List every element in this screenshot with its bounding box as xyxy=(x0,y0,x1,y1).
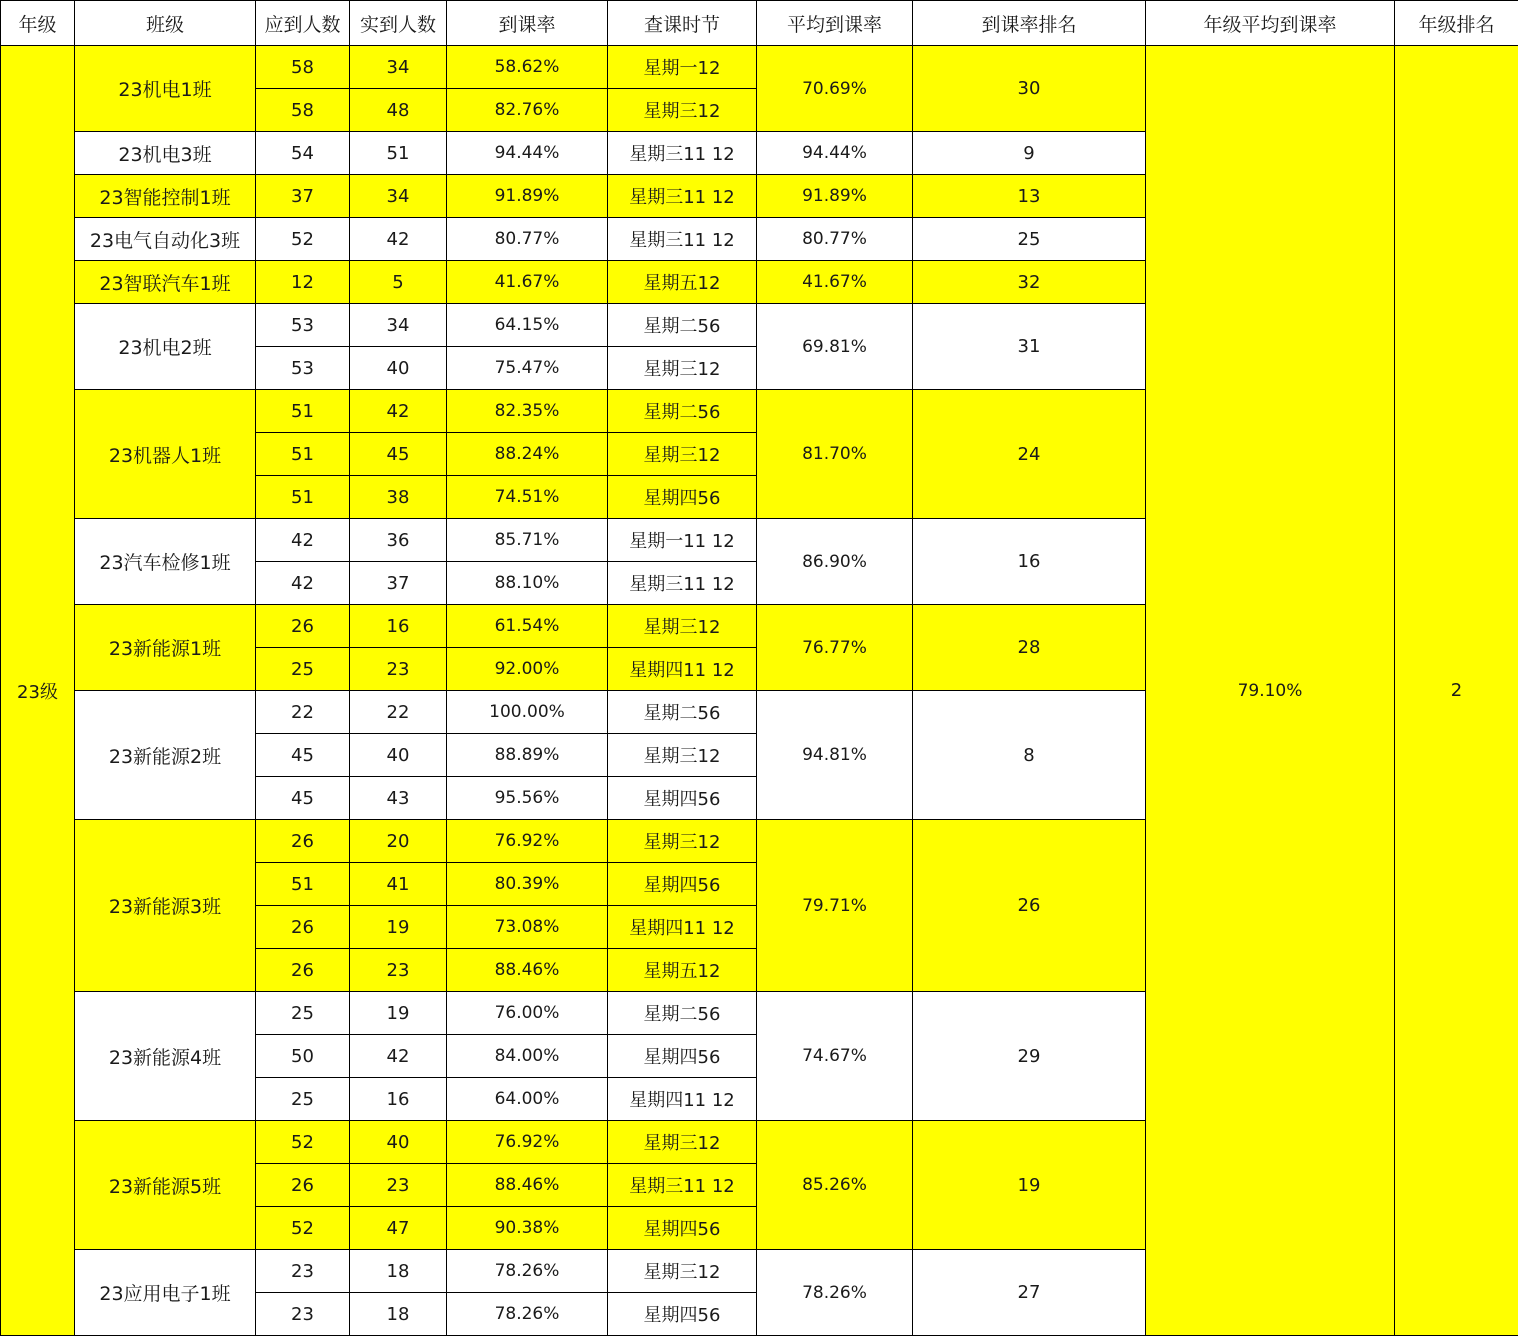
attendance-rate-cell[interactable]: 73.08% xyxy=(447,906,608,949)
actual-count-cell[interactable]: 37 xyxy=(350,562,447,605)
check-session-cell[interactable]: 星期二56 xyxy=(608,691,757,734)
actual-count-cell[interactable]: 40 xyxy=(350,734,447,777)
expected-count-cell[interactable]: 26 xyxy=(256,820,350,863)
expected-count-cell[interactable]: 45 xyxy=(256,777,350,820)
actual-count-cell[interactable]: 19 xyxy=(350,992,447,1035)
attendance-rate-cell[interactable]: 92.00% xyxy=(447,648,608,691)
attendance-rate-cell[interactable]: 91.89% xyxy=(447,175,608,218)
average-rate-cell[interactable]: 80.77% xyxy=(757,218,913,261)
actual-count-cell[interactable]: 47 xyxy=(350,1207,447,1250)
class-name-cell[interactable]: 23新能源3班 xyxy=(75,820,256,992)
actual-count-cell[interactable]: 42 xyxy=(350,390,447,433)
average-rate-cell[interactable]: 69.81% xyxy=(757,304,913,390)
class-name-cell[interactable]: 23新能源5班 xyxy=(75,1121,256,1250)
grade-rank-cell[interactable]: 2 xyxy=(1395,46,1518,1336)
attendance-rate-cell[interactable]: 76.92% xyxy=(447,1121,608,1164)
rate-rank-cell[interactable]: 16 xyxy=(913,519,1146,605)
check-session-cell[interactable]: 星期一11 12 xyxy=(608,519,757,562)
rate-rank-cell[interactable]: 27 xyxy=(913,1250,1146,1336)
attendance-rate-cell[interactable]: 58.62% xyxy=(447,46,608,89)
header-class[interactable]: 班级 xyxy=(75,1,256,46)
header-check-session[interactable]: 查课时节 xyxy=(608,1,757,46)
attendance-rate-cell[interactable]: 94.44% xyxy=(447,132,608,175)
header-grade-average-rate[interactable]: 年级平均到课率 xyxy=(1146,1,1395,46)
check-session-cell[interactable]: 星期三12 xyxy=(608,433,757,476)
rate-rank-cell[interactable]: 29 xyxy=(913,992,1146,1121)
attendance-rate-cell[interactable]: 95.56% xyxy=(447,777,608,820)
average-rate-cell[interactable]: 81.70% xyxy=(757,390,913,519)
actual-count-cell[interactable]: 23 xyxy=(350,648,447,691)
expected-count-cell[interactable]: 26 xyxy=(256,605,350,648)
actual-count-cell[interactable]: 23 xyxy=(350,1164,447,1207)
actual-count-cell[interactable]: 18 xyxy=(350,1250,447,1293)
rate-rank-cell[interactable]: 26 xyxy=(913,820,1146,992)
expected-count-cell[interactable]: 54 xyxy=(256,132,350,175)
grade-average-rate-cell[interactable]: 79.10% xyxy=(1146,46,1395,1336)
average-rate-cell[interactable]: 41.67% xyxy=(757,261,913,304)
check-session-cell[interactable]: 星期四56 xyxy=(608,1207,757,1250)
class-name-cell[interactable]: 23机电1班 xyxy=(75,46,256,132)
check-session-cell[interactable]: 星期四11 12 xyxy=(608,906,757,949)
class-name-cell[interactable]: 23电气自动化3班 xyxy=(75,218,256,261)
attendance-rate-cell[interactable]: 90.38% xyxy=(447,1207,608,1250)
table-row xyxy=(1,46,1518,89)
expected-count-cell[interactable]: 25 xyxy=(256,992,350,1035)
class-name-cell[interactable]: 23汽车检修1班 xyxy=(75,519,256,605)
actual-count-cell[interactable]: 20 xyxy=(350,820,447,863)
header-attendance-rate[interactable]: 到课率 xyxy=(447,1,608,46)
expected-count-cell[interactable]: 53 xyxy=(256,304,350,347)
check-session-cell[interactable]: 星期四11 12 xyxy=(608,648,757,691)
attendance-rate-cell[interactable]: 76.92% xyxy=(447,820,608,863)
check-session-cell[interactable]: 星期二56 xyxy=(608,304,757,347)
actual-count-cell[interactable]: 48 xyxy=(350,89,447,132)
expected-count-cell[interactable]: 42 xyxy=(256,519,350,562)
actual-count-cell[interactable]: 40 xyxy=(350,1121,447,1164)
actual-count-cell[interactable]: 16 xyxy=(350,1078,447,1121)
expected-count-cell[interactable]: 25 xyxy=(256,648,350,691)
class-name-cell[interactable]: 23智联汽车1班 xyxy=(75,261,256,304)
expected-count-cell[interactable]: 42 xyxy=(256,562,350,605)
attendance-rate-cell[interactable]: 88.46% xyxy=(447,949,608,992)
rate-rank-cell[interactable]: 25 xyxy=(913,218,1146,261)
attendance-rate-cell[interactable]: 85.71% xyxy=(447,519,608,562)
expected-count-cell[interactable]: 50 xyxy=(256,1035,350,1078)
attendance-rate-cell[interactable]: 76.00% xyxy=(447,992,608,1035)
average-rate-cell[interactable]: 86.90% xyxy=(757,519,913,605)
actual-count-cell[interactable]: 22 xyxy=(350,691,447,734)
check-session-cell[interactable]: 星期四11 12 xyxy=(608,1078,757,1121)
actual-count-cell[interactable]: 41 xyxy=(350,863,447,906)
rate-rank-cell[interactable]: 28 xyxy=(913,605,1146,691)
attendance-rate-cell[interactable]: 80.77% xyxy=(447,218,608,261)
check-session-cell[interactable]: 星期四56 xyxy=(608,777,757,820)
expected-count-cell[interactable]: 37 xyxy=(256,175,350,218)
actual-count-cell[interactable]: 34 xyxy=(350,46,447,89)
attendance-rate-cell[interactable]: 88.89% xyxy=(447,734,608,777)
actual-count-cell[interactable]: 36 xyxy=(350,519,447,562)
check-session-cell[interactable]: 星期一12 xyxy=(608,46,757,89)
grade-cell[interactable]: 23级 xyxy=(1,46,75,1336)
expected-count-cell[interactable]: 12 xyxy=(256,261,350,304)
expected-count-cell[interactable]: 51 xyxy=(256,433,350,476)
expected-count-cell[interactable]: 23 xyxy=(256,1293,350,1336)
header-expected-count[interactable]: 应到人数 xyxy=(256,1,350,46)
header-actual-count[interactable]: 实到人数 xyxy=(350,1,447,46)
actual-count-cell[interactable]: 38 xyxy=(350,476,447,519)
header-row xyxy=(1,1,1518,46)
attendance-rate-cell[interactable]: 64.15% xyxy=(447,304,608,347)
expected-count-cell[interactable]: 58 xyxy=(256,89,350,132)
attendance-rate-cell[interactable]: 41.67% xyxy=(447,261,608,304)
check-session-cell[interactable]: 星期三11 12 xyxy=(608,218,757,261)
actual-count-cell[interactable]: 18 xyxy=(350,1293,447,1336)
check-session-cell[interactable]: 星期三11 12 xyxy=(608,132,757,175)
class-name-cell[interactable]: 23机电3班 xyxy=(75,132,256,175)
check-session-cell[interactable]: 星期四56 xyxy=(608,1035,757,1078)
check-session-cell[interactable]: 星期三12 xyxy=(608,734,757,777)
check-session-cell[interactable]: 星期四56 xyxy=(608,1293,757,1336)
expected-count-cell[interactable]: 51 xyxy=(256,476,350,519)
expected-count-cell[interactable]: 26 xyxy=(256,906,350,949)
check-session-cell[interactable]: 星期三11 12 xyxy=(608,1164,757,1207)
check-session-cell[interactable]: 星期三11 12 xyxy=(608,562,757,605)
check-session-cell[interactable]: 星期三12 xyxy=(608,347,757,390)
class-name-cell[interactable]: 23机器人1班 xyxy=(75,390,256,519)
expected-count-cell[interactable]: 51 xyxy=(256,863,350,906)
expected-count-cell[interactable]: 22 xyxy=(256,691,350,734)
expected-count-cell[interactable]: 51 xyxy=(256,390,350,433)
rate-rank-cell[interactable]: 30 xyxy=(913,46,1146,132)
expected-count-cell[interactable]: 26 xyxy=(256,1164,350,1207)
header-average-rate[interactable]: 平均到课率 xyxy=(757,1,913,46)
check-session-cell[interactable]: 星期五12 xyxy=(608,949,757,992)
check-session-cell[interactable]: 星期五12 xyxy=(608,261,757,304)
class-name-cell[interactable]: 23新能源2班 xyxy=(75,691,256,820)
class-name-cell[interactable]: 23新能源4班 xyxy=(75,992,256,1121)
actual-count-cell[interactable]: 51 xyxy=(350,132,447,175)
expected-count-cell[interactable]: 23 xyxy=(256,1250,350,1293)
attendance-rate-cell[interactable]: 88.46% xyxy=(447,1164,608,1207)
expected-count-cell[interactable]: 58 xyxy=(256,46,350,89)
expected-count-cell[interactable]: 25 xyxy=(256,1078,350,1121)
attendance-rate-cell[interactable]: 61.54% xyxy=(447,605,608,648)
check-session-cell[interactable]: 星期三12 xyxy=(608,89,757,132)
expected-count-cell[interactable]: 53 xyxy=(256,347,350,390)
actual-count-cell[interactable]: 34 xyxy=(350,304,447,347)
actual-count-cell[interactable]: 23 xyxy=(350,949,447,992)
actual-count-cell[interactable]: 19 xyxy=(350,906,447,949)
rate-rank-cell[interactable]: 31 xyxy=(913,304,1146,390)
expected-count-cell[interactable]: 52 xyxy=(256,1207,350,1250)
actual-count-cell[interactable]: 40 xyxy=(350,347,447,390)
average-rate-cell[interactable]: 78.26% xyxy=(757,1250,913,1336)
header-rate-rank[interactable]: 到课率排名 xyxy=(913,1,1146,46)
attendance-rate-cell[interactable]: 78.26% xyxy=(447,1293,608,1336)
class-name-cell[interactable]: 23应用电子1班 xyxy=(75,1250,256,1336)
attendance-rate-cell[interactable]: 75.47% xyxy=(447,347,608,390)
average-rate-cell[interactable]: 94.81% xyxy=(757,691,913,820)
rate-rank-cell[interactable]: 19 xyxy=(913,1121,1146,1250)
check-session-cell[interactable]: 星期三12 xyxy=(608,820,757,863)
actual-count-cell[interactable]: 16 xyxy=(350,605,447,648)
rate-rank-cell[interactable]: 13 xyxy=(913,175,1146,218)
attendance-rate-cell[interactable]: 82.35% xyxy=(447,390,608,433)
actual-count-cell[interactable]: 5 xyxy=(350,261,447,304)
actual-count-cell[interactable]: 42 xyxy=(350,1035,447,1078)
class-name-cell[interactable]: 23机电2班 xyxy=(75,304,256,390)
attendance-rate-cell[interactable]: 74.51% xyxy=(447,476,608,519)
attendance-rate-cell[interactable]: 64.00% xyxy=(447,1078,608,1121)
expected-count-cell[interactable]: 26 xyxy=(256,949,350,992)
rate-rank-cell[interactable]: 9 xyxy=(913,132,1146,175)
rate-rank-cell[interactable]: 24 xyxy=(913,390,1146,519)
header-grade[interactable]: 年级 xyxy=(1,1,75,46)
actual-count-cell[interactable]: 42 xyxy=(350,218,447,261)
average-rate-cell[interactable]: 94.44% xyxy=(757,132,913,175)
attendance-rate-cell[interactable]: 100.00% xyxy=(447,691,608,734)
check-session-cell[interactable]: 星期四56 xyxy=(608,863,757,906)
class-name-cell[interactable]: 23智能控制1班 xyxy=(75,175,256,218)
header-grade-rank[interactable]: 年级排名 xyxy=(1395,1,1518,46)
average-rate-cell[interactable]: 74.67% xyxy=(757,992,913,1121)
attendance-rate-cell[interactable]: 88.24% xyxy=(447,433,608,476)
expected-count-cell[interactable]: 52 xyxy=(256,218,350,261)
expected-count-cell[interactable]: 45 xyxy=(256,734,350,777)
average-rate-cell[interactable]: 70.69% xyxy=(757,46,913,132)
rate-rank-cell[interactable]: 8 xyxy=(913,691,1146,820)
expected-count-cell[interactable]: 52 xyxy=(256,1121,350,1164)
attendance-rate-cell[interactable]: 78.26% xyxy=(447,1250,608,1293)
attendance-rate-cell[interactable]: 88.10% xyxy=(447,562,608,605)
check-session-cell[interactable]: 星期三11 12 xyxy=(608,175,757,218)
check-session-cell[interactable]: 星期二56 xyxy=(608,992,757,1035)
actual-count-cell[interactable]: 45 xyxy=(350,433,447,476)
actual-count-cell[interactable]: 43 xyxy=(350,777,447,820)
attendance-rate-cell[interactable]: 84.00% xyxy=(447,1035,608,1078)
average-rate-cell[interactable]: 91.89% xyxy=(757,175,913,218)
rate-rank-cell[interactable]: 32 xyxy=(913,261,1146,304)
check-session-cell[interactable]: 星期三12 xyxy=(608,1250,757,1293)
check-session-cell[interactable]: 星期三12 xyxy=(608,605,757,648)
check-session-cell[interactable]: 星期四56 xyxy=(608,476,757,519)
attendance-rate-cell[interactable]: 80.39% xyxy=(447,863,608,906)
check-session-cell[interactable]: 星期三12 xyxy=(608,1121,757,1164)
attendance-rate-cell[interactable]: 82.76% xyxy=(447,89,608,132)
table-body xyxy=(1,46,1518,1336)
average-rate-cell[interactable]: 76.77% xyxy=(757,605,913,691)
average-rate-cell[interactable]: 79.71% xyxy=(757,820,913,992)
actual-count-cell[interactable]: 34 xyxy=(350,175,447,218)
class-name-cell[interactable]: 23新能源1班 xyxy=(75,605,256,691)
average-rate-cell[interactable]: 85.26% xyxy=(757,1121,913,1250)
check-session-cell[interactable]: 星期二56 xyxy=(608,390,757,433)
